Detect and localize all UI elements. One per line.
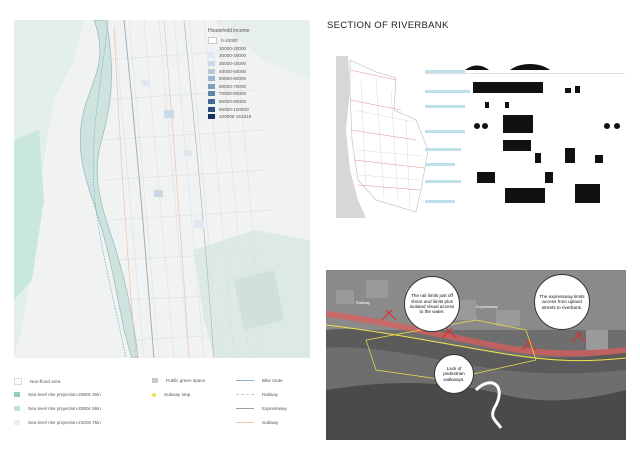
income-legend-item bbox=[208, 105, 251, 113]
income-swatch bbox=[208, 46, 215, 51]
income-label: 80000-90000 bbox=[219, 99, 247, 105]
income-swatch bbox=[208, 114, 215, 119]
legend-swatch bbox=[152, 393, 156, 397]
legend-railway bbox=[236, 392, 278, 397]
flood-zone-west-inner bbox=[14, 130, 44, 300]
aerial-view bbox=[326, 270, 626, 440]
tag-expressway: Expressway bbox=[476, 304, 498, 309]
section-strip bbox=[425, 64, 625, 74]
section-title: SECTION OF RIVERBANK bbox=[327, 20, 449, 31]
legend-expressway bbox=[236, 406, 287, 411]
legend-swatch bbox=[14, 378, 22, 385]
income-legend-item bbox=[208, 75, 251, 83]
legend-label: Subway bbox=[262, 420, 279, 425]
income-swatch bbox=[208, 69, 215, 74]
income-legend-item bbox=[208, 98, 251, 106]
income-label: 50000-60000 bbox=[219, 76, 247, 82]
legend-label: Sea level rise projection-2050s 30in bbox=[28, 392, 101, 397]
income-legend-item bbox=[208, 37, 251, 45]
income-label: 60000-70000 bbox=[219, 83, 247, 89]
callout-pedestrian bbox=[434, 354, 474, 394]
income-label: 70000-80000 bbox=[219, 91, 247, 97]
income-blocks bbox=[134, 80, 204, 236]
income-label: 0-10000 bbox=[221, 38, 238, 44]
income-swatch bbox=[208, 107, 215, 112]
legend-label: Non-flood area bbox=[30, 379, 61, 384]
income-label: 90000-100000 bbox=[219, 106, 249, 112]
callout-expressway-text: The expressway limits access from upland streets to riverbank. bbox=[539, 293, 585, 310]
legend-label: Railway bbox=[262, 392, 279, 397]
subway-line-2 bbox=[164, 20, 189, 358]
income-legend-item bbox=[208, 83, 251, 91]
callout-expressway bbox=[534, 274, 590, 330]
income-swatch bbox=[208, 91, 215, 96]
income-swatch bbox=[208, 76, 215, 81]
legend-subway bbox=[236, 420, 278, 425]
income-legend-item bbox=[208, 45, 251, 53]
callout-rail bbox=[404, 276, 460, 332]
legend-swatch bbox=[152, 378, 158, 383]
legend-line bbox=[236, 380, 254, 381]
section-strip bbox=[425, 184, 600, 203]
section-strip bbox=[425, 115, 620, 133]
legend-swatch bbox=[14, 392, 20, 397]
section-strip bbox=[425, 140, 531, 151]
map-drawing bbox=[14, 20, 310, 358]
callout-pedestrian-text: Lack of pedestrian walkways. bbox=[443, 365, 465, 382]
legend-label: Subway stop bbox=[164, 392, 191, 397]
legend-subway-stop bbox=[152, 392, 190, 397]
legend-swatch bbox=[14, 420, 20, 425]
legend-swatch bbox=[14, 406, 20, 411]
income-legend-item bbox=[208, 52, 251, 60]
legend-line bbox=[236, 422, 254, 423]
income-swatch bbox=[208, 37, 217, 44]
section-strips bbox=[425, 60, 625, 210]
section-strip bbox=[425, 102, 509, 108]
legend-label: Public green space bbox=[166, 378, 206, 383]
income-legend-item bbox=[208, 67, 251, 75]
section-strip bbox=[425, 172, 553, 183]
legend-line bbox=[236, 394, 254, 395]
legend-green-space bbox=[152, 378, 205, 383]
callout-rail-text: The rail limits just off shore and limits plus isolated visual access to the water. bbox=[409, 293, 455, 315]
income-label: 40000-50000 bbox=[219, 68, 247, 74]
legend-label: Expressway bbox=[262, 406, 287, 411]
riverbank-plan bbox=[336, 50, 431, 220]
legend-bike-route bbox=[236, 378, 283, 383]
income-label: 100000-151818 bbox=[219, 114, 252, 120]
section-strip bbox=[425, 82, 580, 93]
legend-slr-2080 bbox=[14, 406, 101, 411]
income-swatch bbox=[208, 53, 215, 58]
income-legend-item bbox=[208, 113, 251, 121]
income-swatch bbox=[208, 84, 215, 89]
income-label: 20000-30000 bbox=[219, 53, 247, 59]
income-legend-item bbox=[208, 60, 251, 68]
legend-label: Sea level rise projection-2080s 56in bbox=[28, 406, 101, 411]
flood-income-map bbox=[14, 20, 310, 358]
income-label: 10000-20000 bbox=[219, 45, 247, 51]
income-legend bbox=[208, 28, 251, 121]
income-label: 30000-40000 bbox=[219, 61, 247, 67]
income-legend-title: Household income bbox=[208, 28, 250, 34]
legend-slr-2050 bbox=[14, 392, 101, 397]
legend-non-flood bbox=[14, 378, 60, 385]
income-swatch bbox=[208, 99, 215, 104]
income-legend-item bbox=[208, 90, 251, 98]
income-swatch bbox=[208, 61, 215, 66]
map-legend bbox=[14, 378, 314, 438]
legend-line bbox=[236, 408, 254, 409]
tag-railway: Railway bbox=[356, 300, 371, 305]
legend-slr-2100 bbox=[14, 420, 101, 425]
legend-label: Sea level rise projection-2100s 75in bbox=[28, 420, 101, 425]
legend-label: Bike route bbox=[262, 378, 283, 383]
